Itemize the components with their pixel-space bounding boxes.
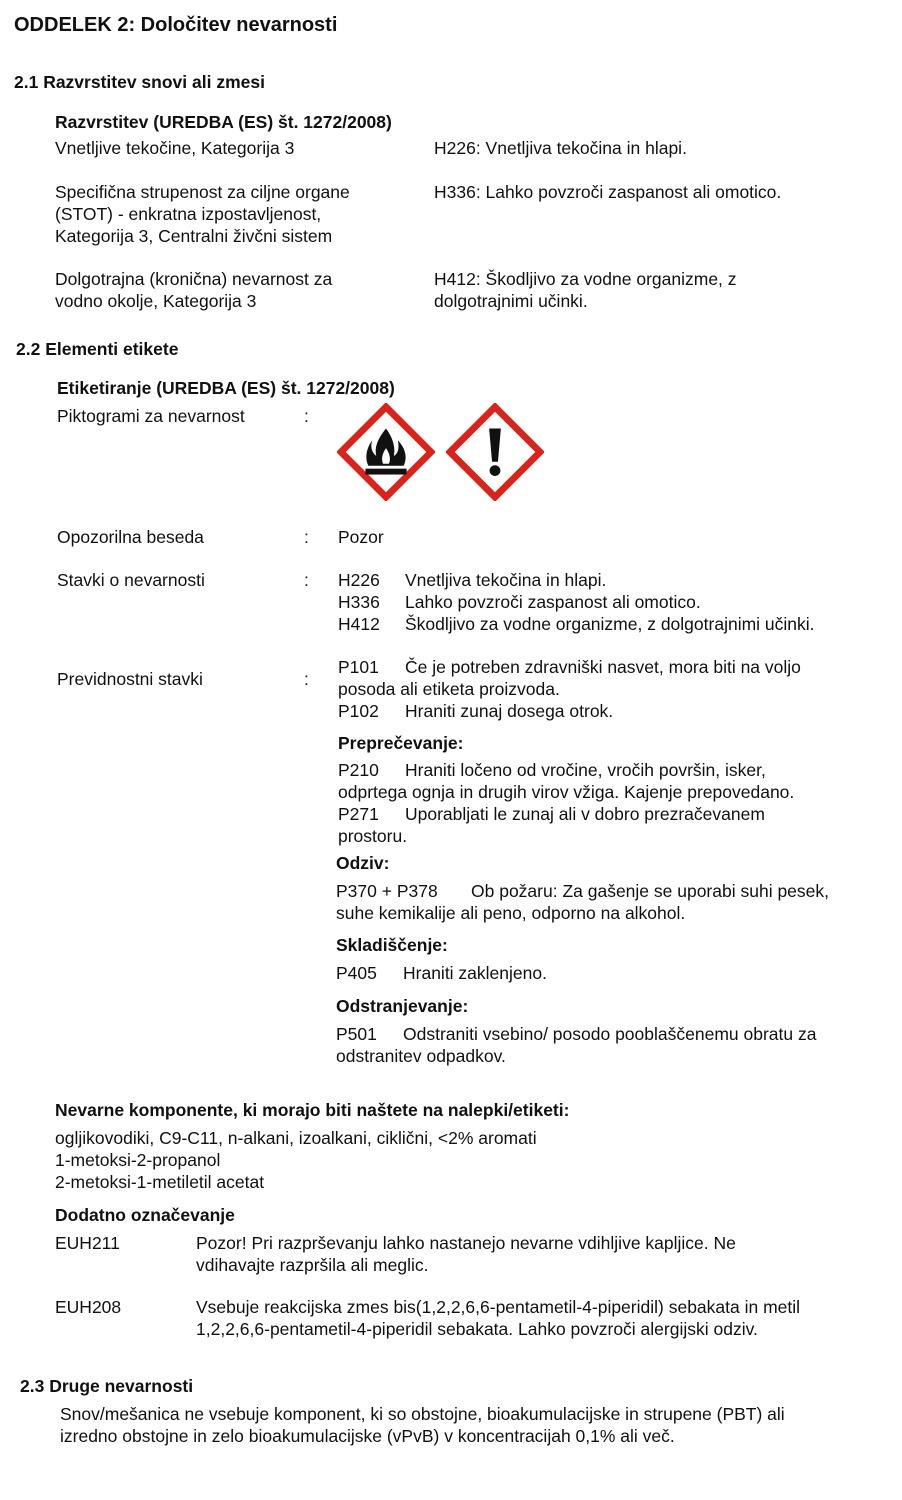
classification-row-1-class <box>55 137 294 159</box>
precaution-code: P101 <box>338 657 379 677</box>
hazard-text: Vnetljiva tekočina in hlapi. <box>405 570 607 590</box>
storage-heading: Skladiščenje: <box>336 935 448 955</box>
list-item: 2-metoksi-1-metiletil acetat <box>55 1172 265 1192</box>
hazard-statements-list <box>338 569 815 635</box>
signal-word-label: Opozorilna beseda <box>57 527 204 547</box>
precaution-text: prostoru. <box>338 826 408 846</box>
hazard-code: H336 <box>338 592 380 612</box>
colon: : <box>304 669 309 689</box>
classification-row-2-class <box>55 181 350 247</box>
classification-row-3-class <box>55 268 332 312</box>
hazard-statements-label: Stavki o nevarnosti <box>57 570 205 590</box>
hazard-statement-text: H412: Škodljivo za vodne organizme, z <box>434 269 737 289</box>
additional-labelling-heading: Dodatno označevanje <box>55 1205 235 1225</box>
other-hazards-text <box>60 1403 785 1447</box>
precaution-general <box>338 656 801 722</box>
hazard-statement-text: dolgotrajnimi učinki. <box>434 291 588 311</box>
precaution-text: odprtega ognja in drugih virov vžiga. Kajenje prepovedano. <box>338 782 795 802</box>
euh-code: EUH211 <box>55 1233 120 1253</box>
hazard-statement <box>338 569 815 591</box>
section-2-1-heading: 2.1 Razvrstitev snovi ali zmesi <box>14 72 265 92</box>
precaution-text: suhe kemikalije ali peno, odporno na alkohol. <box>336 903 686 923</box>
colon: : <box>304 527 309 547</box>
precaution-code: P271 <box>338 804 379 824</box>
euh-code: EUH208 <box>55 1297 122 1317</box>
precaution-storage <box>336 962 547 984</box>
hazard-code: H412 <box>338 614 380 634</box>
classification-text: Vnetljive tekočine, Kategorija 3 <box>55 138 295 158</box>
precaution-code: P210 <box>338 760 379 780</box>
hazard-statement <box>338 613 815 635</box>
euh-text-line: vdihavajte razpršila ali meglic. <box>196 1255 429 1275</box>
flame-pictogram <box>337 403 435 501</box>
precaution-code: P405 <box>336 963 377 983</box>
classification-row-2-statement <box>434 181 781 203</box>
hazard-statement <box>338 591 815 613</box>
section-2-2-heading: 2.2 Elementi etikete <box>16 339 179 359</box>
classification-text: (STOT) - enkratna izpostavljenost, <box>55 204 322 224</box>
precaution-text: odstranitev odpadkov. <box>336 1046 506 1066</box>
precaution-text: Če je potreben zdravniški nasvet, mora biti na voljo <box>405 657 801 677</box>
paragraph-line: izredno obstojne in zelo bioakumulacijske (vPvB) v koncentracijah 0,1% ali več. <box>60 1426 675 1446</box>
exclamation-pictogram <box>446 403 544 501</box>
page-title: ODDELEK 2: Določitev nevarnosti <box>14 14 338 36</box>
exclamation-icon <box>446 403 544 501</box>
precaution-code: P501 <box>336 1024 377 1044</box>
euh-text-line: Pozor! Pri razprševanju lahko nastanejo nevarne vdihljive kapljice. Ne <box>196 1233 736 1253</box>
euh-text-line: Vsebuje reakcijska zmes bis(1,2,2,6,6-pentametil-4-piperidil) sebakata in metil <box>196 1297 801 1317</box>
pictograms-label: Piktogrami za nevarnost <box>57 406 245 426</box>
precaution-text: Hraniti ločeno od vročine, vročih površin, isker, <box>405 760 766 780</box>
colon: : <box>304 570 309 590</box>
list-item: ogljikovodiki, C9-C11, n-alkani, izoalkani, ciklični, <2% aromati <box>55 1128 537 1148</box>
classification-text: Kategorija 3, Centralni živčni sistem <box>55 226 333 246</box>
labelling-subheading: Etiketiranje (UREDBA (ES) št. 1272/2008) <box>57 378 395 398</box>
precaution-text: Uporabljati le zunaj ali v dobro prezračevanem <box>405 804 765 824</box>
hazard-statement-text: H226: Vnetljiva tekočina in hlapi. <box>434 138 687 158</box>
disposal-heading: Odstranjevanje: <box>336 996 469 1016</box>
classification-row-1-statement <box>434 137 687 159</box>
paragraph-line: Snov/mešanica ne vsebuje komponent, ki so obstojne, bioakumulacijske in strupene (PBT) ali <box>60 1404 785 1424</box>
flame-icon <box>337 403 435 501</box>
precaution-text: Ob požaru: Za gašenje se uporabi suhi pesek, <box>471 881 829 901</box>
hazard-text: Škodljivo za vodne organizme, z dolgotrajnimi učinki. <box>405 614 815 634</box>
precaution-text: Odstraniti vsebino/ posodo pooblaščenemu obratu za <box>403 1024 817 1044</box>
section-2-3-heading: 2.3 Druge nevarnosti <box>20 1376 194 1396</box>
precaution-code: P102 <box>338 701 379 721</box>
hazard-code: H226 <box>338 570 380 590</box>
precaution-code: P370 + P378 <box>336 881 438 901</box>
hazard-text: Lahko povzroči zaspanost ali omotico. <box>405 592 701 612</box>
precautionary-statements-label: Previdnostni stavki <box>57 669 203 689</box>
precaution-text: posoda ali etiketa proizvoda. <box>338 679 560 699</box>
classification-text: vodno okolje, Kategorija 3 <box>55 291 257 311</box>
precaution-prevention <box>338 759 794 847</box>
classification-subheading: Razvrstitev (UREDBA (ES) št. 1272/2008) <box>55 112 392 132</box>
components-list <box>55 1127 537 1193</box>
classification-row-3-statement <box>434 268 737 312</box>
signal-word-value: Pozor <box>338 527 384 547</box>
precaution-text: Hraniti zunaj dosega otrok. <box>405 701 614 721</box>
classification-text: Dolgotrajna (kronična) nevarnost za <box>55 269 333 289</box>
hazard-statement-text: H336: Lahko povzroči zaspanost ali omotico. <box>434 182 782 202</box>
response-heading: Odziv: <box>336 853 390 873</box>
euh-text <box>196 1296 800 1340</box>
prevention-heading: Preprečevanje: <box>338 733 464 753</box>
colon: : <box>304 406 309 426</box>
classification-text: Specifična strupenost za ciljne organe <box>55 182 350 202</box>
precaution-text: Hraniti zaklenjeno. <box>403 963 547 983</box>
euh-text-line: 1,2,2,6,6-pentametil-4-piperidil sebakata. Lahko povzroči alergijski odziv. <box>196 1319 758 1339</box>
precaution-disposal <box>336 1023 816 1067</box>
list-item: 1-metoksi-2-propanol <box>55 1150 221 1170</box>
euh-text <box>196 1232 736 1276</box>
precaution-response <box>336 880 829 924</box>
components-heading: Nevarne komponente, ki morajo biti naštete na nalepki/etiketi: <box>55 1100 570 1120</box>
